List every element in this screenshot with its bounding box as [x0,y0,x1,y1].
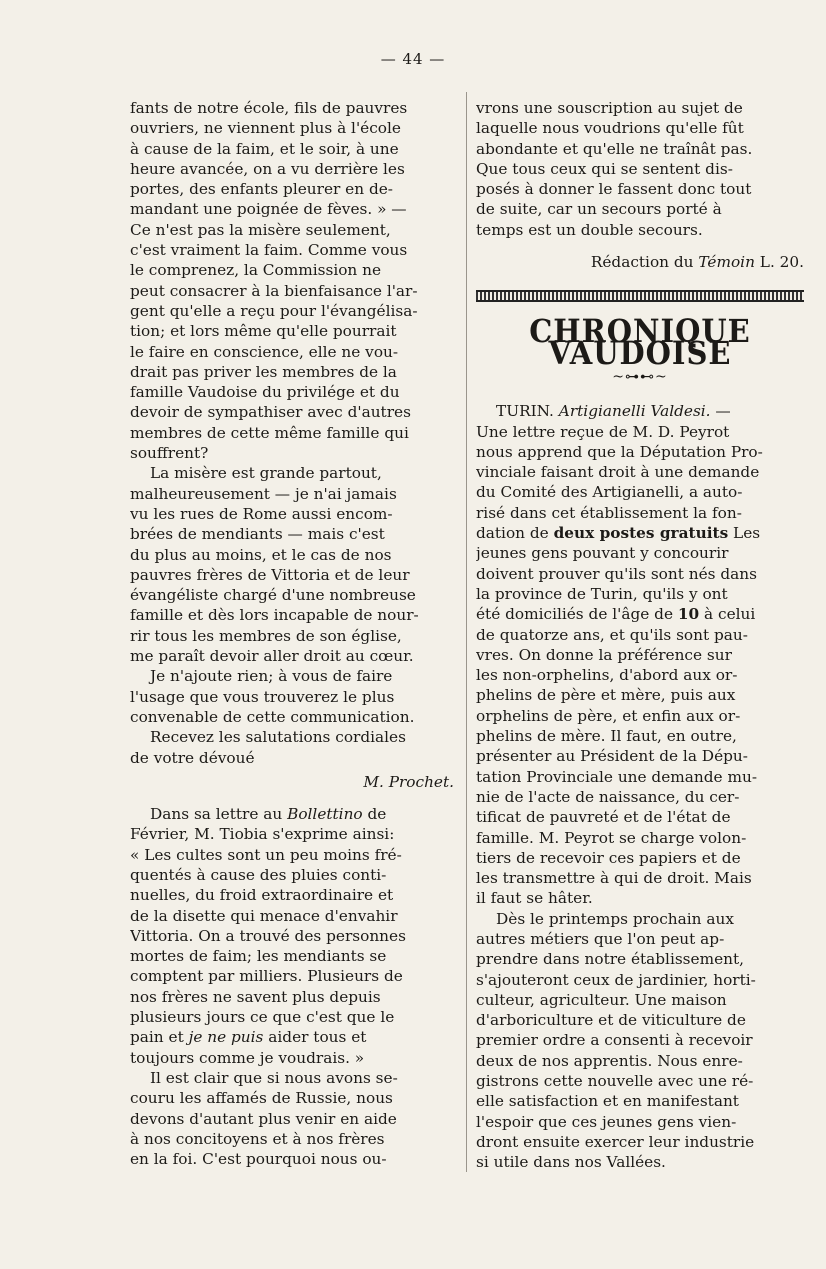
text-line: le faire en conscience, elle ne vou- [130,342,399,361]
right-column [476,98,804,1173]
text-line: souffrent? [130,444,209,463]
text-line: présenter au Président de la Dépu- [476,747,748,766]
left-paragraph-6 [130,1068,458,1169]
text-line: nous apprend que la Députation Pro- [476,442,763,461]
left-column [130,98,458,1169]
text-line: s'ajouteront ceux de jardinier, horti- [476,970,756,989]
text-line: les transmettre à qui de droit. Mais [476,869,752,888]
text-line: l'espoir que ces jeunes gens vien- [476,1112,737,1131]
text-line: temps est un double secours. [476,220,703,239]
text-line: l'usage que vous trouverez le plus [130,687,395,706]
text-line: vu les rues de Rome aussi encom- [130,504,393,523]
text-line: dront ensuite exercer leur industrie [476,1132,755,1151]
text-line: c'est vraiment la faim. Comme vous [130,241,408,260]
section-heading: CHRONIQUE VAUDOISE [529,312,751,373]
para5-italic-line: pain et je ne puis aider tous et [130,1028,367,1047]
text-line: tion; et lors même qu'elle pourrait [130,322,397,341]
text-line: de quatorze ans, et qu'ils sont pau- [476,625,748,644]
para5-body [130,824,458,1027]
text-line: Je n'ajoute rien; à vous de faire [150,667,393,686]
text-line: culteur, agriculteur. Une maison [476,990,727,1009]
chronicle-lines-c [476,625,804,909]
column-divider [466,92,467,1172]
section-rule [476,290,804,302]
text-line: si utile dans nos Vallées. [476,1153,666,1172]
text-line: me paraît devoir aller droit au cœur. [130,647,414,666]
text-line: ouvriers, ne viennent plus à l'école [130,119,401,138]
text-line: famille Vaudoise du privilége et du [130,383,400,402]
chronicle-paragraph [476,401,804,908]
text-line: Ce n'est pas la misère seulement, [130,220,391,239]
text-line: risé dans cet établissement la fon- [476,503,742,522]
text-line: devoir de sympathiser avec d'autres [130,403,411,422]
signature: M. Prochet. [363,772,454,791]
text-line: plusieurs jours ce que c'est que le [130,1008,395,1027]
text-line: membres de cette même famille qui [130,423,409,442]
text-line: nos frères ne savent plus depuis [130,987,381,1006]
text-line: le comprenez, la Commission ne [130,261,382,280]
chronicle-lines-b [476,543,804,604]
text-line: Dès le printemps prochain aux [496,909,734,928]
text-line: premier ordre a consenti à recevoir [476,1031,753,1050]
page-number: — 44 — [380,50,446,68]
text-line: fants de notre école, fils de pauvres [130,99,408,117]
text-line: du Comité des Artigianelli, a auto- [476,483,743,502]
text-line: du plus au moins, et le cas de nos [130,545,392,564]
text-line: de votre dévoué [130,748,255,767]
text-line: devons d'autant plus venir en aide [130,1109,397,1128]
text-line: tificat de pauvreté et de l'état de [476,808,731,827]
text-line: Une lettre reçue de M. D. Peyrot [476,422,730,441]
text-line: de suite, car un secours porté à [476,200,722,219]
text-line: portes, des enfants pleurer en de- [130,180,393,199]
text-line: jeunes gens pouvant y concourir [476,544,729,563]
text-line: deux de nos apprentis. Nous enre- [476,1051,743,1070]
text-line: nie de l'acte de naissance, du cer- [476,787,740,806]
text-line: phelins de père et mère, puis aux [476,686,736,705]
text-line: Vittoria. On a trouvé des personnes [130,926,406,945]
text-line: vres. On donne la préférence sur [476,645,732,664]
text-line: malheureusement — je n'ai jamais [130,484,397,503]
left-paragraph-1 [130,98,458,463]
right-paragraph-1 [476,98,804,240]
text-line: tation Provinciale une demande mu- [476,767,757,786]
text-line: brées de mendiants — mais c'est [130,525,385,544]
text-line: « Les cultes sont un peu moins fré- [130,845,402,864]
text-line: quentés à cause des pluies conti- [130,865,387,884]
credit-line: Rédaction du Témoin L. 20. [590,253,804,272]
text-line: gistrons cette nouvelle avec une ré- [476,1072,754,1091]
text-line: peut consacrer à la bienfaisance l'ar- [130,281,418,300]
text-line: Recevez les salutations cordiales [150,728,406,747]
left-paragraph-5 [130,804,458,1068]
right-paragraph-3 [476,909,804,1173]
text-line: heure avancée, on a vu derrière les [130,159,405,178]
text-line: comptent par milliers. Plusieurs de [130,967,403,986]
text-line: gent qu'elle a reçu pour l'évangélisa- [130,301,418,320]
chronicle-bold-line: dation de deux postes gratuits Les [476,524,761,543]
text-line: nuelles, du froid extraordinaire et [130,886,394,905]
left-paragraph-2 [130,463,458,666]
text-line: vrons une souscription au sujet de [476,99,743,117]
text-line: drait pas priver les membres de la [130,362,397,381]
text-line: d'arboriculture et de viticulture de [476,1011,746,1030]
text-line: de la disette qui menace d'envahir [130,906,398,925]
text-line: pauvres frères de Vittoria et de leur [130,565,410,584]
text-line: Il est clair que si nous avons se- [150,1068,398,1087]
text-line: posés à donner le fassent donc tout [476,180,752,199]
text-line: à nos concitoyens et à nos frères [130,1129,385,1148]
text-line: orphelins de père, et enfin aux or- [476,706,741,725]
para5-last-line: toujours comme je voudrais. » [130,1048,365,1067]
text-line: à cause de la faim, et le soir, à une [130,139,399,158]
text-line: abondante et qu'elle ne traînât pas. [476,139,753,158]
text-line: mortes de faim; les mendiants se [130,947,387,966]
text-line: famille et dès lors incapable de nour- [130,606,419,625]
ornament: ~⊶⊷~ [612,368,668,385]
text-line: Février, M. Tiobia s'exprime ainsi: [130,825,395,844]
text-line: mandant une poignée de fèves. » — [130,200,407,219]
text-line: il faut se hâter. [476,889,593,908]
chronicle-age-line: été domiciliés de l'âge de 10 à celui [476,605,756,624]
chronicle-first-line: TURIN. Artigianelli Valdesi. — [496,402,731,421]
text-line: rir tous les membres de son église, [130,626,402,645]
left-paragraph-3 [130,666,458,727]
text-line: autres métiers que l'on peut ap- [476,929,725,948]
text-line: convenable de cette communication. [130,707,415,726]
text-line: tiers de recevoir ces papiers et de [476,848,741,867]
text-line: en la foi. C'est pourquoi nous ou- [130,1150,387,1169]
text-line: prendre dans notre établissement, [476,950,745,969]
para5-first-line: Dans sa lettre au Bollettino de [150,805,387,824]
chronicle-lines-a [476,422,804,523]
left-paragraph-4 [130,727,458,768]
text-line: Que tous ceux qui se sentent dis- [476,159,733,178]
text-line: famille. M. Peyrot se charge volon- [476,828,747,847]
text-line: les non-orphelins, d'abord aux or- [476,666,738,685]
text-line: vinciale faisant droit à une demande [476,463,760,482]
text-line: la province de Turin, qu'ils y ont [476,584,728,603]
text-line: phelins de mère. Il faut, en outre, [476,727,737,746]
text-line: laquelle nous voudrions qu'elle fût [476,119,744,138]
text-line: évangéliste chargé d'une nombreuse [130,586,416,605]
text-line: La misère est grande partout, [150,464,382,483]
text-line: doivent prouver qu'ils sont nés dans [476,564,757,583]
text-line: elle satisfaction et en manifestant [476,1092,739,1111]
text-line: couru les affamés de Russie, nous [130,1089,393,1108]
